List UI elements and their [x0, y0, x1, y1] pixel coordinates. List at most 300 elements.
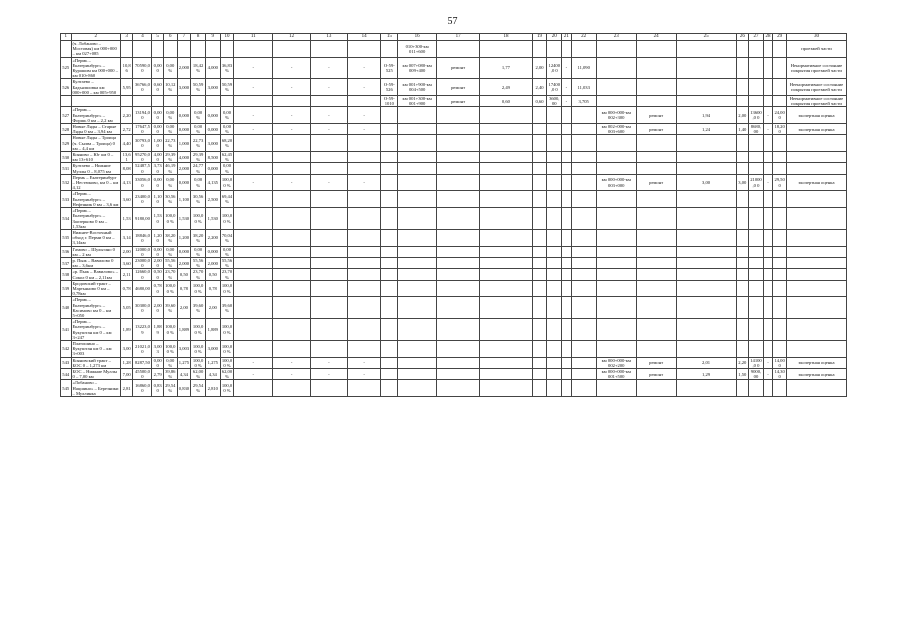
table-cell — [273, 229, 311, 246]
table-cell — [763, 380, 772, 397]
table-cell: 0,00% — [191, 124, 206, 135]
table-cell — [398, 229, 437, 246]
table-cell — [596, 96, 636, 107]
table-cell — [547, 380, 562, 397]
table-cell: 23,70 % — [165, 269, 176, 280]
table-cell — [636, 152, 676, 163]
table-cell — [786, 297, 846, 319]
header-cell: 4 — [133, 34, 152, 41]
table-cell: 2,11 — [120, 269, 133, 280]
table-cell: 24,000 — [773, 107, 787, 124]
table-cell: 4,34 — [205, 368, 220, 379]
table-cell: км 002+000-км 003+600 — [596, 124, 636, 135]
table-cell — [773, 57, 787, 79]
table-cell — [133, 41, 152, 58]
table-cell — [676, 163, 736, 174]
table-cell: 50,59 % — [191, 79, 206, 96]
table-cell: 4680,00 — [133, 280, 152, 297]
table-cell — [786, 280, 846, 297]
table-cell — [398, 191, 437, 208]
table-cell — [571, 319, 596, 341]
header-cell: 2 — [71, 34, 120, 41]
table-cell: БОС – Нижние Муллы 0 – 7,00 км — [71, 368, 120, 379]
table-cell: 29,39 % — [191, 152, 206, 163]
table-cell — [398, 340, 437, 357]
table-cell: (ч. Лобаново – Мостовая) км 000+000 – км 027+085 — [71, 41, 120, 58]
table-cell — [763, 135, 772, 152]
table-cell: 1,10 0 — [152, 191, 164, 208]
table-cell: - — [234, 107, 273, 124]
table-row — [61, 208, 847, 230]
table-row — [61, 280, 847, 297]
table-cell — [596, 269, 636, 280]
table-cell — [381, 319, 398, 341]
table-cell: 36,83 % — [220, 57, 234, 79]
table-cell — [398, 107, 437, 124]
table-cell — [596, 340, 636, 357]
table-cell: 3,73 0 — [153, 163, 162, 174]
table-cell: О-59-526 — [381, 79, 398, 96]
table-cell — [311, 257, 348, 268]
table-cell: 22,73 % — [163, 135, 177, 152]
table-cell — [749, 57, 764, 79]
table-cell — [676, 152, 736, 163]
table-cell: 1,20 0 — [152, 229, 164, 246]
table-cell: 100,00 % — [220, 208, 234, 230]
table-cell: 544 — [61, 368, 72, 379]
table-cell: 100,00 % — [163, 208, 177, 230]
table-cell — [480, 269, 533, 280]
table-cell: 2,200 — [205, 229, 220, 246]
table-cell — [786, 163, 846, 174]
table-cell: 3,00 3 — [152, 340, 164, 357]
table-cell: 100,00 % — [220, 319, 234, 341]
table-cell: 1,29 — [676, 368, 736, 379]
header-cell: 23 — [596, 34, 636, 41]
table-cell: 534 — [61, 208, 72, 230]
table-cell: - — [347, 107, 381, 124]
table-cell — [786, 340, 846, 357]
table-cell: Неенормативное состояние покрытия проезжей части — [786, 79, 846, 96]
table-cell — [562, 380, 571, 397]
header-cell: 24 — [636, 34, 676, 41]
table-cell — [571, 107, 596, 124]
table-cell — [636, 319, 676, 341]
table-cell — [763, 297, 772, 319]
table-cell — [736, 79, 749, 96]
table-cell — [234, 269, 273, 280]
table-row — [61, 246, 847, 257]
table-cell — [749, 208, 764, 230]
table-cell: 0,50 — [205, 269, 220, 280]
table-cell: 100,00 % — [221, 357, 233, 368]
table-cell: 0,000 — [205, 163, 220, 174]
table-cell: 100,00 % — [191, 340, 206, 357]
table-cell — [636, 41, 676, 58]
table-cell: 1,530 — [205, 208, 220, 230]
table-cell: 0,78 — [120, 280, 133, 297]
table-cell: 13194,0 0 — [133, 107, 152, 124]
table-cell: Новые Ляды – Троица (ч. Сылва – Троица) 0 км – 4,4 км — [71, 135, 120, 152]
table-cell — [398, 269, 437, 280]
table-cell: 30300,0 0 — [133, 297, 152, 319]
table-cell — [311, 319, 348, 341]
table-cell — [676, 96, 736, 107]
table-cell — [676, 79, 736, 96]
table-cell: 2,00 — [205, 297, 220, 319]
table-cell — [736, 57, 749, 79]
table-cell — [532, 257, 547, 268]
table-cell: - — [234, 124, 273, 135]
table-cell — [437, 357, 480, 368]
table-cell — [234, 246, 273, 257]
table-cell: 18846,0 0 — [133, 229, 152, 246]
table-cell — [480, 280, 533, 297]
table-cell — [381, 246, 398, 257]
table-cell — [480, 124, 533, 135]
table-cell — [152, 96, 164, 107]
table-cell: Кояново – Юг км 0 – км 13+610 — [71, 152, 120, 163]
table-cell: 4,34 — [177, 368, 191, 379]
table-cell — [120, 96, 133, 107]
header-cell: 25 — [676, 34, 736, 41]
table-cell — [381, 41, 398, 58]
table-cell — [736, 152, 749, 163]
table-cell: - — [273, 174, 311, 191]
table-cell: - — [763, 357, 772, 368]
table-cell — [676, 297, 736, 319]
table-cell — [763, 340, 772, 357]
table-cell — [347, 135, 381, 152]
table-cell: 1,94 — [676, 107, 736, 124]
table-cell — [571, 257, 596, 268]
table-cell: 100,00 % — [191, 208, 206, 230]
table-cell — [596, 163, 636, 174]
table-cell — [347, 297, 381, 319]
table-cell — [437, 208, 480, 230]
table-cell: - — [562, 79, 571, 96]
table-cell — [596, 79, 636, 96]
table-cell: - — [347, 57, 381, 79]
table-cell — [311, 191, 348, 208]
table-cell: Пермь – Екатеринбург – Нестюково, км 0 – км 4,12 — [71, 174, 120, 191]
table-cell: 2,000 — [177, 57, 191, 79]
table-cell — [273, 135, 311, 152]
table-cell: 55,56 % — [221, 257, 233, 269]
table-cell: 2,000 — [177, 257, 191, 268]
header-cell: 21 — [562, 34, 571, 41]
table-cell — [347, 191, 381, 208]
table-cell — [437, 319, 480, 341]
table-cell — [311, 246, 348, 257]
table-cell — [763, 208, 772, 230]
table-cell: 18,42 % — [191, 57, 206, 79]
table-cell — [749, 191, 764, 208]
table-row — [61, 269, 847, 280]
table-cell — [562, 107, 571, 124]
table-cell: 0,00 0 — [152, 174, 164, 191]
table-cell: 55,56 % — [165, 257, 176, 269]
table-cell — [636, 208, 676, 230]
page-number: 57 — [447, 16, 458, 27]
table-row — [61, 368, 847, 379]
table-cell — [676, 269, 736, 280]
table-cell — [381, 297, 398, 319]
table-cell: 540 — [61, 297, 72, 319]
table-cell — [532, 368, 547, 379]
table-cell — [571, 340, 596, 357]
table-cell — [749, 152, 764, 163]
table-cell: - — [311, 57, 348, 79]
table-cell: 14,300 — [774, 368, 785, 380]
table-cell — [532, 124, 547, 135]
table-cell: 2,01 — [676, 357, 736, 368]
table-cell: 46,19 % — [165, 163, 176, 174]
table-cell: 0,60 0 — [152, 79, 164, 96]
table-cell — [763, 96, 772, 107]
table-cell: 0,000 — [205, 124, 220, 135]
table-cell — [736, 319, 749, 341]
table-cell: 13,61 — [120, 152, 133, 163]
table-cell — [763, 41, 772, 58]
table-cell: 526 — [61, 79, 72, 96]
table-cell — [547, 191, 562, 208]
table-cell — [571, 41, 596, 58]
table-cell — [311, 96, 348, 107]
table-cell — [786, 229, 846, 246]
table-cell: 29,54 % — [191, 380, 206, 397]
table-cell: Нижнее-Восточный обход г. Перми 0 км – 3,14км — [71, 229, 120, 246]
table-cell — [636, 380, 676, 397]
table-cell — [676, 208, 736, 230]
table-cell — [547, 174, 562, 191]
table-cell — [532, 229, 547, 246]
table-cell: 39,60 % — [220, 297, 234, 319]
table-cell: 38,20 % — [191, 229, 206, 246]
header-cell: 7 — [177, 34, 191, 41]
table-cell — [234, 152, 273, 163]
table-cell: 1,000 — [177, 135, 191, 152]
table-cell — [398, 297, 437, 319]
table-cell: 538 — [61, 269, 72, 280]
table-cell: 9000,00 — [749, 368, 764, 379]
table-cell: 0,00% — [220, 163, 234, 174]
table-cell: 1,89 — [120, 319, 133, 341]
table-cell: «Лобаново – Нацшино» – Березники – Муллинка — [72, 380, 119, 396]
table-cell: - — [347, 357, 381, 368]
table-cell: 39,60 % — [191, 297, 206, 319]
table-cell — [763, 229, 772, 246]
table-cell: км 000+000-км 001+500 — [596, 368, 636, 379]
table-cell — [571, 124, 596, 135]
table-cell — [786, 208, 846, 230]
table-row — [61, 380, 847, 397]
header-cell: 6 — [163, 34, 177, 41]
table-cell — [636, 269, 676, 280]
table-cell: Култаево – Нижние Муллы 0 – 8,075 км — [71, 163, 120, 174]
table-cell: 100,00 % — [220, 380, 234, 397]
table-cell: 2,49 — [480, 79, 533, 96]
table-cell: 100,00 % — [191, 357, 206, 368]
table-cell: 1,88 9 — [152, 319, 164, 341]
table-cell — [547, 297, 562, 319]
table-cell: ремонт — [636, 107, 676, 124]
table-cell — [437, 124, 480, 135]
table-cell — [562, 135, 571, 152]
table-cell: О-59-525 — [381, 57, 398, 79]
table-cell — [437, 257, 480, 268]
table-cell — [398, 246, 437, 257]
table-cell: 531 — [61, 163, 72, 174]
table-cell — [571, 357, 596, 368]
table-cell — [532, 246, 547, 257]
table-cell — [636, 297, 676, 319]
table-cell — [562, 191, 571, 208]
table-cell: - — [311, 368, 348, 379]
table-cell — [636, 280, 676, 297]
table-cell: - — [273, 79, 311, 96]
header-cell: 3 — [120, 34, 133, 41]
header-cell: 29 — [773, 34, 787, 41]
table-cell: 2,81 — [120, 380, 133, 397]
table-cell — [532, 340, 547, 357]
table-cell — [749, 246, 764, 257]
table-cell — [437, 297, 480, 319]
table-cell: 3,00 — [676, 174, 736, 191]
table-cell: 4,000 — [177, 152, 191, 163]
table-cell — [234, 340, 273, 357]
table-cell: 14,000 — [774, 357, 785, 368]
table-cell — [749, 229, 764, 246]
table-cell — [311, 380, 348, 397]
table-cell — [676, 57, 736, 79]
table-cell: 0,00% — [163, 174, 177, 191]
table-cell: Ненормативное состояние покрытия проезжей части — [786, 57, 846, 79]
table-cell: 2,20 — [120, 107, 133, 124]
table-cell — [398, 163, 437, 174]
table-cell: 12400,0 0 — [547, 57, 562, 79]
table-cell — [786, 246, 846, 257]
table-cell: 100,00 % — [163, 280, 177, 297]
table-cell — [736, 297, 749, 319]
table-cell — [736, 246, 749, 257]
table-cell — [234, 297, 273, 319]
table-cell: 2,00 0 — [153, 257, 162, 269]
table-cell — [437, 191, 480, 208]
table-cell — [234, 208, 273, 230]
table-cell: 30793,0 0 — [133, 135, 152, 152]
table-cell — [636, 340, 676, 357]
table-cell — [773, 152, 787, 163]
table-cell: 3,000 — [205, 135, 220, 152]
table-row — [61, 79, 847, 96]
table-cell: 23400,0 0 — [133, 191, 152, 208]
table-cell: 0,00% — [163, 246, 177, 257]
table-cell — [152, 41, 164, 58]
table-cell: 8680,00 — [749, 124, 764, 135]
table-cell: 68,20 % — [220, 135, 234, 152]
table-cell — [480, 135, 533, 152]
table-cell: экспертная оценка — [786, 124, 846, 135]
table-cell — [749, 280, 764, 297]
table-cell: - — [311, 174, 348, 191]
table-cell — [596, 57, 636, 79]
table-cell: - — [347, 174, 381, 191]
table-cell — [177, 41, 191, 58]
table-cell — [773, 319, 787, 341]
table-cell — [786, 319, 846, 341]
table-cell — [234, 41, 273, 58]
table-cell — [381, 368, 398, 379]
table-cell: - — [234, 79, 273, 96]
table-cell: 0,000 — [177, 124, 191, 135]
table-cell: 0,830 — [177, 380, 191, 397]
table-cell — [381, 280, 398, 297]
table-cell: Култаево – Бадьялшовка км 000+000 – км 005+950 — [71, 79, 120, 96]
table-cell: Новые Ляды – Старые Ляды 0 км – 3,94 км — [71, 124, 120, 135]
table-cell: 3,000 — [205, 79, 220, 96]
table-cell — [562, 340, 571, 357]
table-cell: км 000+000-км 002+300 — [596, 107, 636, 124]
header-cell: 27 — [749, 34, 764, 41]
table-cell: 0,60 — [532, 96, 547, 107]
table-cell — [749, 79, 764, 96]
table-cell: 12660,0 0 — [134, 269, 150, 280]
table-cell: 0,00% — [163, 124, 177, 135]
table-cell — [381, 135, 398, 152]
table-cell — [676, 340, 736, 357]
header-cell: 12 — [273, 34, 311, 41]
header-cell: 1 — [61, 34, 72, 41]
table-cell: 95270,0 0 — [134, 152, 150, 163]
header-cell: 14 — [347, 34, 381, 41]
table-cell — [398, 135, 437, 152]
table-cell: км 001+300-км 001+900 — [398, 96, 437, 107]
table-cell — [773, 229, 787, 246]
table-cell: - — [311, 79, 348, 96]
table-cell — [736, 280, 749, 297]
table-cell — [273, 297, 311, 319]
table-cell — [547, 269, 562, 280]
table-cell: 33056,0 0 — [133, 174, 152, 191]
table-cell — [480, 107, 533, 124]
table-cell: 23,70 % — [191, 269, 206, 280]
table-cell: Бродовский тракт – Мартьяново 0 км – 0,78км — [71, 280, 120, 297]
table-cell: - — [234, 357, 273, 368]
table-cell — [347, 229, 381, 246]
table-cell — [273, 163, 311, 174]
table-cell: - — [347, 368, 381, 379]
table-cell: 4,00 0 — [153, 152, 162, 163]
table-cell: экспертная оценка — [786, 368, 846, 379]
table-cell: 535 — [61, 229, 72, 246]
table-cell: 0,60 — [480, 96, 533, 107]
table-cell: 23000,0 0 — [134, 257, 150, 269]
table-cell — [547, 368, 562, 379]
table-cell — [398, 368, 437, 379]
table-cell: «р. Пыж – Вавилово» – Сокол 0 км – 2,11км — [71, 269, 120, 280]
table-cell: 2,810 — [205, 380, 220, 397]
table-cell — [437, 269, 480, 280]
table-cell — [763, 163, 772, 174]
table-cell: проезжей части — [786, 41, 846, 58]
table-cell — [234, 163, 273, 174]
table-cell — [398, 208, 437, 230]
table-cell: 2,00 — [532, 57, 547, 79]
table-cell — [562, 357, 571, 368]
table-cell: 100,00 % — [220, 340, 234, 357]
table-cell — [636, 79, 676, 96]
